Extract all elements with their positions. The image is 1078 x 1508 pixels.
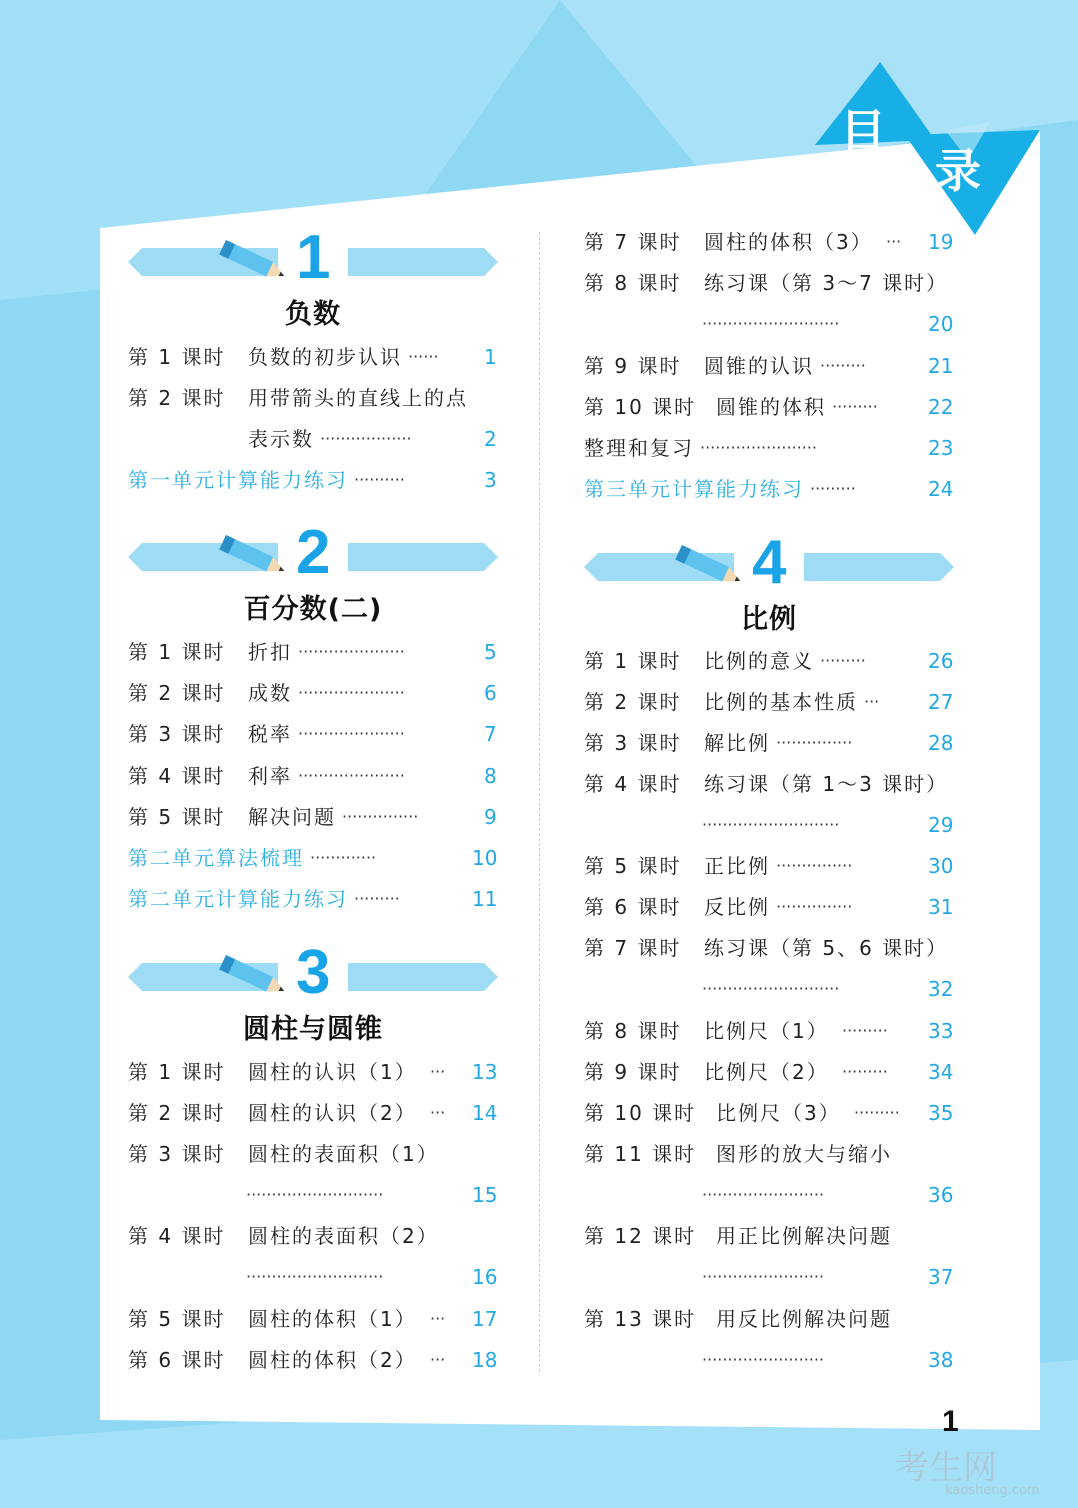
lesson-title: 比例尺（3） — [716, 1101, 841, 1125]
page-ref: 13 — [472, 1060, 498, 1084]
lesson-label: 第 5 课时 — [128, 805, 226, 829]
lesson-label: 第 11 课时 — [584, 1142, 697, 1166]
lesson-label: 第 6 课时 — [128, 1348, 226, 1372]
toc-heading-char-2: 录 — [935, 144, 981, 198]
lesson-title: 圆柱的体积（2） — [248, 1348, 417, 1372]
watermark-sub: kaosheng.com — [945, 1483, 1040, 1498]
page-ref: 28 — [928, 731, 954, 755]
page-ref: 5 — [484, 640, 497, 664]
lesson-label: 第 2 课时 — [128, 681, 226, 705]
page-ref: 7 — [484, 722, 497, 746]
lesson-label: 第 3 课时 — [128, 1142, 226, 1166]
lesson-label: 第 7 课时 — [584, 230, 682, 254]
toc-entry[interactable] — [584, 1175, 956, 1215]
leader-dots: ··· — [430, 1062, 446, 1081]
leader-dots: ········· — [810, 479, 856, 498]
leader-dots: ························ — [702, 1267, 825, 1286]
leader-dots: ··············· — [776, 733, 853, 752]
page-ref: 8 — [484, 764, 497, 788]
lesson-title: 利率 — [248, 764, 292, 788]
leader-dots: ··························· — [702, 979, 840, 998]
toc-entry[interactable] — [128, 756, 500, 796]
lesson-label: 第 4 课时 — [584, 772, 682, 796]
lesson-title: 比例的基本性质 — [704, 690, 858, 714]
toc-entry[interactable] — [584, 928, 956, 968]
lesson-title: 比例的意义 — [704, 649, 814, 673]
lesson-title: 用正比例解决问题 — [716, 1224, 892, 1248]
leader-dots: ·········· — [354, 470, 405, 489]
lesson-title: 整理和复习 — [584, 436, 694, 460]
lesson-title: 第一单元计算能力练习 — [128, 468, 348, 492]
leader-dots: ··· — [430, 1103, 446, 1122]
toc-entry[interactable] — [128, 673, 500, 713]
toc-entry[interactable] — [584, 682, 956, 722]
lesson-label: 第 5 课时 — [128, 1307, 226, 1331]
leader-dots: ························ — [702, 1185, 825, 1204]
toc-entry[interactable] — [584, 304, 956, 344]
leader-dots: ····················· — [298, 766, 405, 785]
page-ref: 32 — [928, 977, 954, 1001]
leader-dots: ··························· — [702, 815, 840, 834]
toc-right-column — [584, 0, 956, 1508]
lesson-title: 税率 — [248, 722, 292, 746]
page-ref: 15 — [472, 1183, 498, 1207]
page-ref: 26 — [928, 649, 954, 673]
page-ref: 10 — [472, 846, 498, 870]
toc-entry[interactable] — [584, 1134, 956, 1174]
leader-dots: ········· — [842, 1062, 888, 1081]
leader-dots: ····················· — [298, 683, 405, 702]
leader-dots: ············· — [310, 848, 377, 867]
toc-entry[interactable] — [584, 846, 956, 886]
toc-entry[interactable] — [128, 838, 500, 878]
toc-left-column — [128, 0, 500, 1508]
lesson-title: 圆柱的体积（3） — [704, 230, 873, 254]
lesson-label: 第 1 课时 — [128, 345, 226, 369]
leader-dots: ······················· — [700, 438, 817, 457]
lesson-label: 第 7 课时 — [584, 936, 682, 960]
unit-number: 3 — [296, 938, 331, 1007]
unit-title: 比例 — [741, 604, 797, 635]
lesson-title: 练习课（第 5、6 课时） — [704, 936, 949, 960]
toc-entry[interactable] — [584, 263, 956, 303]
toc-entry[interactable] — [128, 1257, 500, 1297]
page-ref: 35 — [928, 1101, 954, 1125]
page-number: 1 — [942, 1405, 959, 1438]
leader-dots: ··· — [864, 692, 880, 711]
toc-entry[interactable] — [584, 1216, 956, 1256]
page-ref: 34 — [928, 1060, 954, 1084]
toc-entry[interactable] — [584, 723, 956, 763]
toc-entry[interactable] — [128, 1175, 500, 1215]
page-ref: 14 — [472, 1101, 498, 1125]
page-ref: 38 — [928, 1348, 954, 1372]
toc-entry[interactable] — [128, 337, 500, 377]
unit-title: 负数 — [285, 299, 341, 330]
lesson-label: 第 8 课时 — [584, 271, 682, 295]
lesson-title: 正比例 — [704, 854, 770, 878]
page-ref: 6 — [484, 681, 497, 705]
lesson-title: 图形的放大与缩小 — [716, 1142, 892, 1166]
lesson-label: 第 1 课时 — [584, 649, 682, 673]
unit-number: 4 — [752, 528, 787, 597]
leader-dots: ··············· — [342, 807, 419, 826]
lesson-label: 第 6 课时 — [584, 895, 682, 919]
toc-entry[interactable] — [128, 879, 500, 919]
unit-title: 百分数(二) — [243, 594, 383, 625]
page-ref: 37 — [928, 1265, 954, 1289]
toc-entry[interactable] — [128, 797, 500, 837]
lesson-title: 负数的初步认识 — [248, 345, 402, 369]
lesson-title: 解比例 — [704, 731, 770, 755]
lesson-title: 圆柱的认识（1） — [248, 1060, 417, 1084]
leader-dots: ··· — [886, 232, 902, 251]
toc-entry[interactable] — [584, 969, 956, 1009]
leader-dots: ········· — [832, 397, 878, 416]
toc-entry[interactable] — [584, 387, 956, 427]
lesson-label: 第 5 课时 — [584, 854, 682, 878]
page-ref: 3 — [484, 468, 497, 492]
page-ref: 18 — [472, 1348, 498, 1372]
lesson-label: 第 4 课时 — [128, 764, 226, 788]
toc-entry[interactable] — [584, 346, 956, 386]
lesson-title: 反比例 — [704, 895, 770, 919]
toc-entry[interactable] — [128, 460, 500, 500]
toc-entry[interactable] — [128, 714, 500, 754]
lesson-label: 第 2 课时 — [128, 1101, 226, 1125]
page-ref: 16 — [472, 1265, 498, 1289]
lesson-title: 练习课（第 3～7 课时） — [704, 271, 949, 295]
leader-dots: ··· — [430, 1309, 446, 1328]
lesson-title: 成数 — [248, 681, 292, 705]
page-ref: 19 — [928, 230, 954, 254]
lesson-title: 用带箭头的直线上的点 — [248, 386, 468, 410]
page-ref: 11 — [472, 887, 498, 911]
leader-dots: ········· — [354, 889, 400, 908]
page-ref: 21 — [928, 354, 954, 378]
page-ref: 33 — [928, 1019, 954, 1043]
lesson-title: 第三单元计算能力练习 — [584, 477, 804, 501]
leader-dots: ··· — [430, 1350, 446, 1369]
leader-dots: ··························· — [246, 1185, 384, 1204]
lesson-title: 比例尺（2） — [704, 1060, 829, 1084]
lesson-title: 折扣 — [248, 640, 292, 664]
lesson-title: 圆柱的表面积（2） — [248, 1224, 439, 1248]
page-ref: 17 — [472, 1307, 498, 1331]
lesson-title: 圆柱的表面积（1） — [248, 1142, 439, 1166]
toc-entry[interactable] — [584, 805, 956, 845]
page-ref: 23 — [928, 436, 954, 460]
toc-entry[interactable] — [584, 1052, 956, 1092]
lesson-title: 圆柱的认识（2） — [248, 1101, 417, 1125]
leader-dots: ····················· — [298, 642, 405, 661]
leader-dots: ········· — [854, 1103, 900, 1122]
toc-entry[interactable] — [128, 1052, 500, 1092]
lesson-label: 第 8 课时 — [584, 1019, 682, 1043]
leader-dots: ························ — [702, 1350, 825, 1369]
lesson-label: 第 3 课时 — [128, 722, 226, 746]
toc-entry[interactable] — [584, 764, 956, 804]
toc-entry[interactable] — [584, 887, 956, 927]
leader-dots: ····················· — [298, 724, 405, 743]
lesson-label: 第 13 课时 — [584, 1307, 697, 1331]
toc-entry[interactable] — [584, 428, 956, 468]
toc-entry[interactable] — [128, 632, 500, 672]
toc-entry[interactable] — [128, 1134, 500, 1174]
toc-entry[interactable] — [128, 419, 500, 459]
toc-entry[interactable] — [128, 378, 500, 418]
toc-entry[interactable] — [128, 1299, 500, 1339]
lesson-title: 圆锥的认识 — [704, 354, 814, 378]
lesson-title: 圆柱的体积（1） — [248, 1307, 417, 1331]
page-ref: 2 — [484, 427, 497, 451]
lesson-label: 第 4 课时 — [128, 1224, 226, 1248]
lesson-title: 比例尺（1） — [704, 1019, 829, 1043]
lesson-label: 第 9 课时 — [584, 1060, 682, 1084]
toc-entry[interactable] — [584, 1299, 956, 1339]
toc-entry[interactable] — [584, 222, 956, 262]
page-ref: 29 — [928, 813, 954, 837]
page-ref: 27 — [928, 690, 954, 714]
page-ref: 20 — [928, 312, 954, 336]
lesson-title: 练习课（第 1～3 课时） — [704, 772, 949, 796]
page-ref: 9 — [484, 805, 497, 829]
page-ref: 30 — [928, 854, 954, 878]
lesson-title: 表示数 — [248, 427, 314, 451]
lesson-label: 第 1 课时 — [128, 1060, 226, 1084]
leader-dots: ······ — [408, 347, 439, 366]
leader-dots: ··············· — [776, 897, 853, 916]
lesson-label: 第 2 课时 — [584, 690, 682, 714]
lesson-label: 第 12 课时 — [584, 1224, 697, 1248]
leader-dots: ········· — [820, 651, 866, 670]
page-ref: 22 — [928, 395, 954, 419]
page-ref: 1 — [484, 345, 497, 369]
lesson-label: 第 1 课时 — [128, 640, 226, 664]
toc-entry[interactable] — [128, 1093, 500, 1133]
toc-heading-char-1: 目 — [840, 104, 886, 158]
unit-title: 圆柱与圆锥 — [243, 1014, 383, 1045]
toc-entry[interactable] — [128, 1340, 500, 1380]
page-ref: 31 — [928, 895, 954, 919]
watermark-main: 考生网 — [895, 1448, 997, 1488]
lesson-title: 用反比例解决问题 — [716, 1307, 892, 1331]
leader-dots: ·················· — [320, 429, 412, 448]
leader-dots: ··························· — [702, 314, 840, 333]
leader-dots: ··························· — [246, 1267, 384, 1286]
lesson-title: 解决问题 — [248, 805, 336, 829]
toc-entry[interactable] — [584, 1340, 956, 1380]
unit-number: 2 — [296, 518, 331, 587]
lesson-title: 第二单元计算能力练习 — [128, 887, 348, 911]
leader-dots: ········· — [820, 356, 866, 375]
toc-entry[interactable] — [584, 1011, 956, 1051]
page-ref: 24 — [928, 477, 954, 501]
lesson-label: 第 10 课时 — [584, 1101, 697, 1125]
leader-dots: ··············· — [776, 856, 853, 875]
unit-number: 1 — [296, 223, 331, 292]
toc-entry[interactable] — [584, 1093, 956, 1133]
lesson-label: 第 2 课时 — [128, 386, 226, 410]
watermark — [895, 1440, 1040, 1498]
lesson-label: 第 9 课时 — [584, 354, 682, 378]
lesson-label: 第 10 课时 — [584, 395, 697, 419]
leader-dots: ········· — [842, 1021, 888, 1040]
toc-entry[interactable] — [584, 1257, 956, 1297]
lesson-label: 第 3 课时 — [584, 731, 682, 755]
lesson-title: 第二单元算法梳理 — [128, 846, 304, 870]
toc-entry[interactable] — [128, 1216, 500, 1256]
column-divider — [539, 232, 540, 1372]
page-ref: 36 — [928, 1183, 954, 1207]
toc-entry[interactable] — [584, 469, 956, 509]
toc-entry[interactable] — [584, 641, 956, 681]
lesson-title: 圆锥的体积 — [716, 395, 826, 419]
